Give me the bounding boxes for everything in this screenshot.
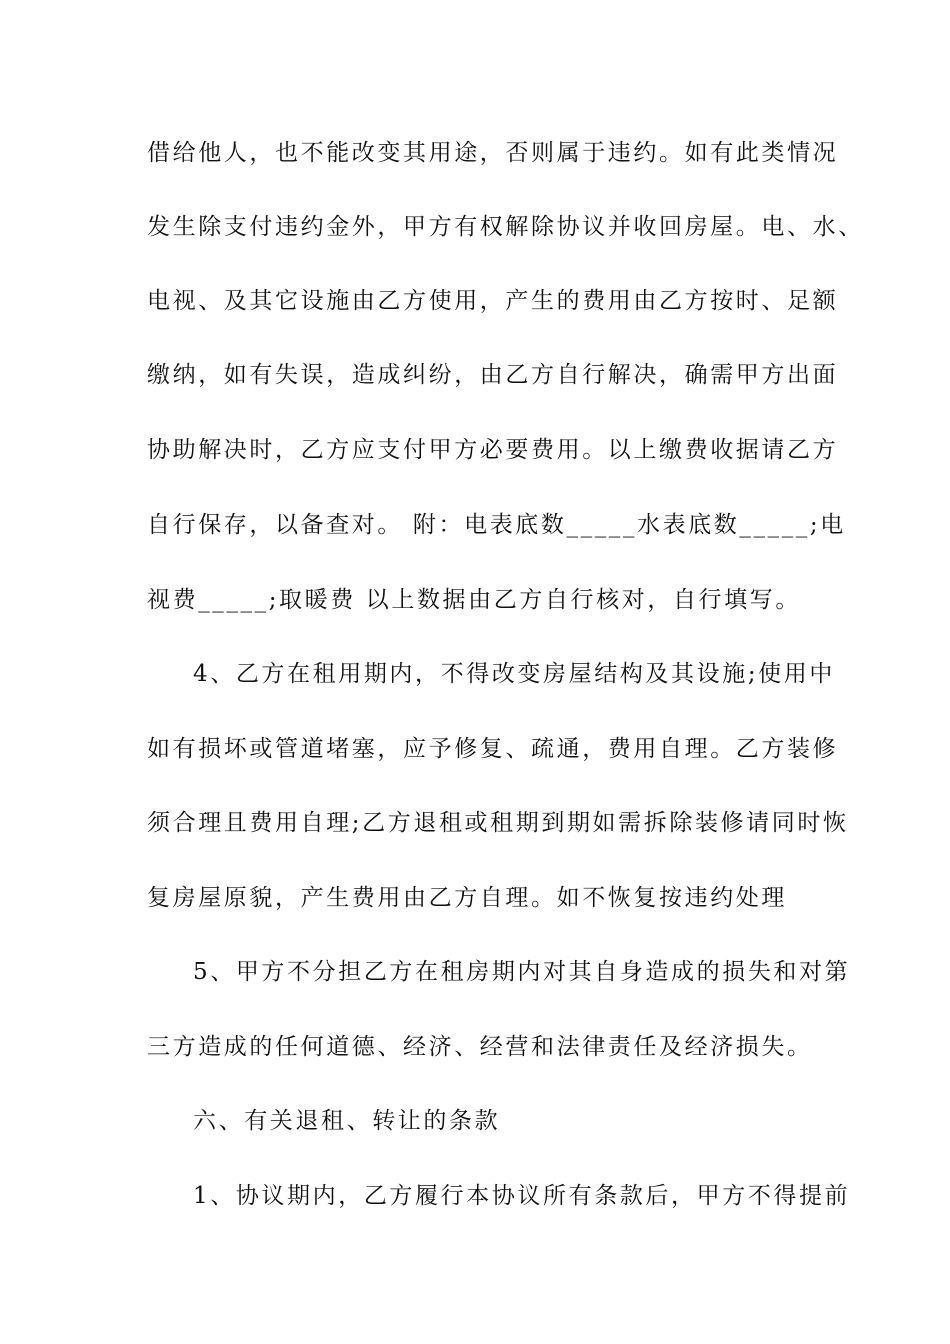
paragraph-line: 4、乙方在租用期内，不得改变房屋结构及其设施;使用中 xyxy=(193,661,835,687)
paragraph-line: 视费_____;取暖费 以上数据由乙方自行核对，自行填写。 xyxy=(147,587,801,613)
paragraph-line: 须合理且费用自理;乙方退租或租期到期如需拆除装修请同时恢 xyxy=(147,810,849,836)
paragraph-line: 三方造成的任何道德、经济、经营和法律责任及经济损失。 xyxy=(147,1034,813,1060)
paragraph-line: 协助解决时，乙方应支付甲方必要费用。以上缴费收据请乙方 xyxy=(147,437,839,463)
paragraph-line: 自行保存，以备查对。 附：电表底数_____水表底数_____;电 xyxy=(147,512,846,538)
paragraph-line: 5、甲方不分担乙方在租房期内对其自身造成的损失和对第 xyxy=(193,959,851,985)
paragraph-line: 缴纳，如有失误，造成纠纷，由乙方自行解决，确需甲方出面 xyxy=(147,362,839,388)
paragraph-line: 借给他人，也不能改变其用途，否则属于违约。如有此类情况 xyxy=(147,140,839,166)
paragraph-line: 发生除支付违约金外，甲方有权解除协议并收回房屋。电、水、 xyxy=(147,214,864,240)
paragraph-line: 电视、及其它设施由乙方使用，产生的费用由乙方按时、足额 xyxy=(147,288,839,314)
paragraph-line: 如有损坏或管道堵塞，应予修复、疏通，费用自理。乙方装修 xyxy=(147,736,839,762)
paragraph-line: 复房屋原貌，产生费用由乙方自理。如不恢复按违约处理 xyxy=(147,885,787,911)
paragraph-line: 1、协议期内，乙方履行本协议所有条款后，甲方不得提前 xyxy=(193,1183,851,1209)
section-heading: 六、有关退租、转让的条款 xyxy=(193,1108,501,1134)
